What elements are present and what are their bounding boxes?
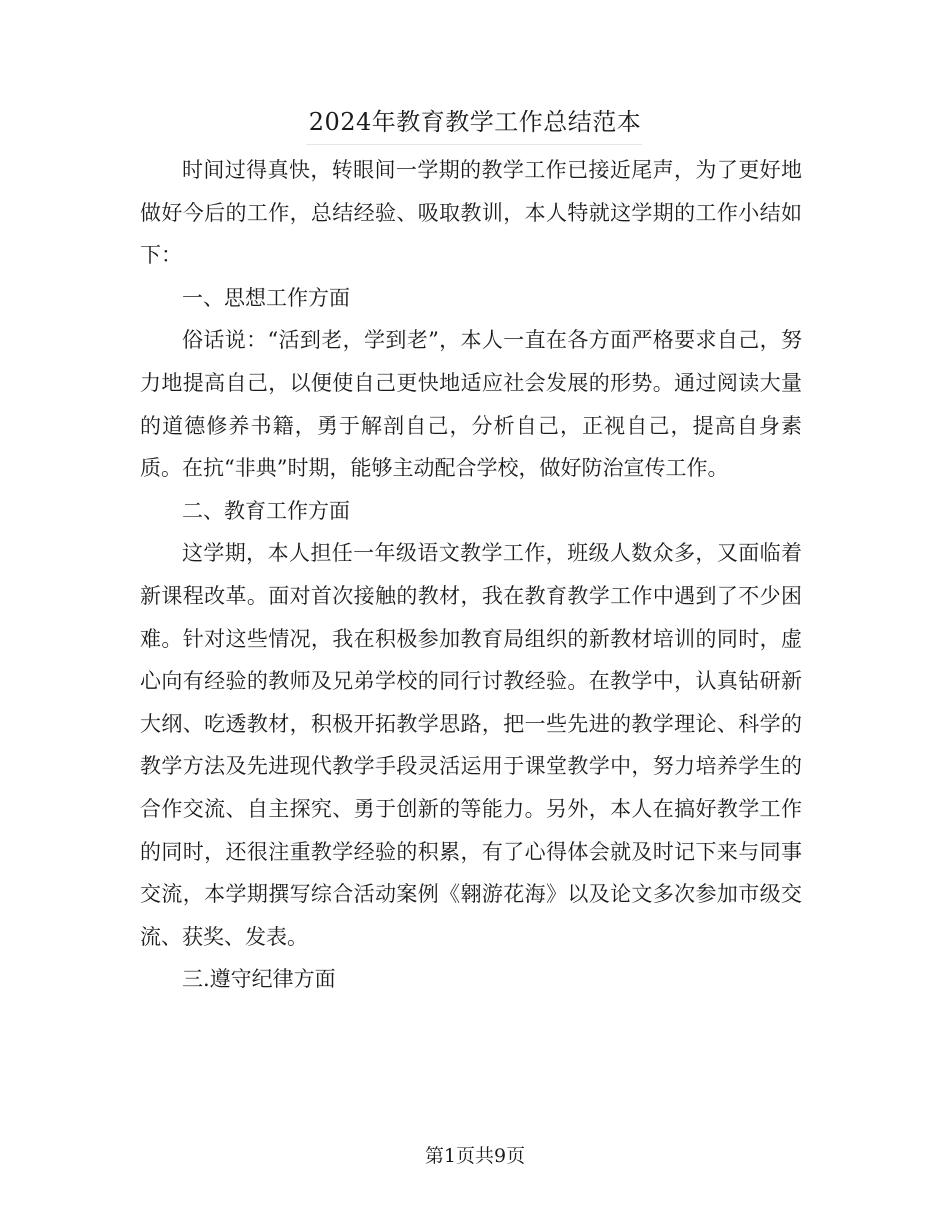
thought-paragraph: 俗话说：“活到老，学到老”，本人一直在各方面严格要求自己，努力地提高自己，以便使自己更快地适应社会发展的形势。通过阅读大量的道德修养书籍，勇于解剖自己，分析自己，正视自己，提高自身素质。在抗“非典”时期，能够主动配合学校，做好防治宣传工作。 [140,328,802,481]
education-paragraph: 这学期，本人担任一年级语文教学工作，班级人数众多，又面临着新课程改革。面对首次接触的教材，我在教育教学工作中遇到了不少困难。针对这些情况，我在积极参加教育局组织的新教材培训的同时，虚心向有经验的教师及兄弟学校的同行讨教经验。在教学中，认真钻研新大纲、吃透教材，积极开拓教学思路，把一些先进的教学理论、科学的教学方法及先进现代教学手段灵活运用于课堂教学中，努力培养学生的合作交流、自主探究、勇于创新的等能力。另外，本人在搞好教学工作的同时，还很注重教学经验的积累，有了心得体会就及时记下来与同事交流，本学期撰写综合活动案例《翱游花海》以及论文多次参加市级交流、获奖、发表。 [140,541,802,949]
section-heading-education: 二、教育工作方面 [182,498,350,523]
intro-paragraph: 时间过得真快，转眼间一学期的教学工作已接近尾声，为了更好地做好今后的工作，总结经验、吸取教训，本人特就这学期的工作小结如下： [140,158,802,268]
document-title: 2024年教育教学工作总结范本 [308,108,642,136]
document-body [140,149,802,1001]
section-heading-discipline: 三.遵守纪律方面 [182,967,336,992]
title-underline [306,144,642,145]
section-heading-thought: 一、思想工作方面 [182,285,350,310]
page-number-footer: 第1页共9页 [424,1145,526,1167]
